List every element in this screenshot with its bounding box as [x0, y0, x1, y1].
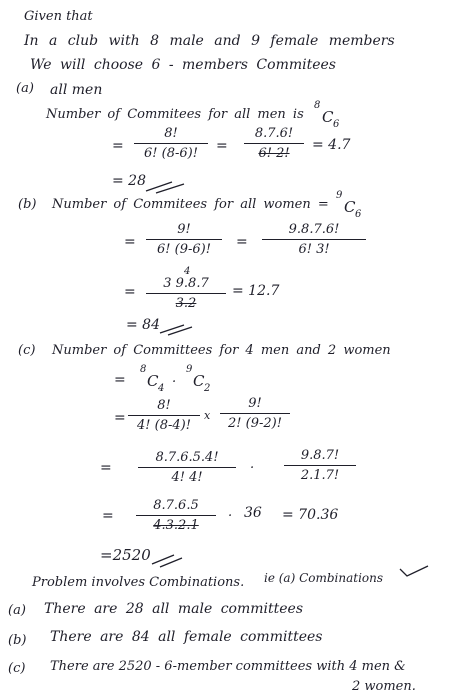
part-c-fraction-2b-numerator: 9.8.7!	[300, 448, 340, 463]
part-a-underline-mark	[142, 180, 192, 194]
part-c-dot-2: .	[250, 457, 255, 472]
part-b-eq-3: =	[124, 284, 136, 300]
part-b-fraction-1-numerator: 9!	[177, 222, 191, 237]
part-b-fraction-3-numerator: 3 9.8.7	[163, 276, 209, 291]
part-c-fraction-3-numerator: 8.7.6.5	[153, 498, 199, 513]
part-a-fraction-2-denominator: 6! 2!	[244, 143, 304, 161]
conclusion-a-text: There are 28 all male committees	[44, 601, 303, 617]
part-c-fraction-1a	[128, 398, 200, 433]
part-c-underline-mark	[150, 552, 190, 568]
intro-line-3: We will choose 6 - members Commitees	[30, 57, 336, 73]
part-c-eq-1: =	[114, 410, 126, 426]
part-b-fraction-2	[262, 222, 366, 257]
part-a-fraction-2-numerator: 8.7.6!	[254, 126, 294, 141]
intro-line-2: In a club with 8 male and 9 female members	[24, 33, 395, 49]
part-a-fraction-1-numerator: 8!	[164, 126, 178, 141]
part-b-nck-n: 9	[336, 190, 343, 201]
conclusion-b-text: There are 84 all female committees	[50, 629, 323, 645]
part-c-c2-c: C	[193, 372, 205, 390]
part-a-fraction-2	[244, 126, 304, 161]
part-c-fraction-1a-numerator: 8!	[157, 398, 171, 413]
part-c-dot: .	[172, 371, 177, 386]
part-c-fraction-2a-denominator: 4! 4!	[138, 467, 236, 485]
part-c-fraction-2a	[138, 450, 236, 485]
part-c-final: =2520	[100, 546, 151, 564]
conclusion-line-1: Problem involves Combinations.	[32, 575, 245, 590]
part-a-statement: Number of Commitees for all men is	[46, 107, 304, 122]
part-c-fraction-1a-denominator: 4! (8-4)!	[128, 415, 200, 433]
part-a-label: (a)	[16, 81, 34, 96]
part-c-result: = 70.36	[282, 507, 339, 523]
part-c-c2-k: 2	[204, 383, 211, 394]
conclusion-a-label: (a)	[8, 603, 26, 618]
part-a-fraction-1	[134, 126, 208, 161]
part-c-c1-n: 8	[140, 364, 147, 375]
part-c-statement: Number of Committees for 4 men and 2 women	[52, 343, 391, 358]
check-mark-icon	[398, 564, 432, 578]
part-a-final: = 28	[112, 173, 146, 189]
part-c-fraction-2b-denominator: 2.1.7!	[284, 465, 356, 483]
part-b-fraction-2-numerator: 9.8.7.6!	[288, 222, 340, 237]
part-c-label: (c)	[18, 343, 36, 358]
part-c-fraction-1b-numerator: 9!	[248, 396, 262, 411]
part-a-nck-n: 8	[314, 100, 321, 111]
part-c-c2-n: 9	[186, 364, 193, 375]
part-b-eq-1: =	[124, 234, 136, 250]
part-b-underline-mark	[158, 322, 198, 336]
part-b-nck-c: C	[344, 198, 356, 216]
part-c-fraction-3	[136, 498, 216, 533]
part-b-fraction-2-denominator: 6! 3!	[262, 239, 366, 257]
part-a-eq-2: =	[216, 138, 228, 154]
part-a-eq-1: =	[112, 138, 124, 154]
part-a-nck-k: 6	[333, 119, 340, 130]
conclusion-line-1b: ie (a) Combinations	[264, 571, 384, 585]
part-c-fraction-2b	[284, 448, 356, 483]
part-a-result-1: = 4.7	[312, 137, 351, 153]
part-c-times: x	[204, 409, 211, 422]
part-b-cancel-mark: 4	[184, 266, 191, 277]
part-c-eq-2: =	[100, 460, 112, 476]
part-c-eq-3: =	[102, 508, 114, 524]
part-b-fraction-1-denominator: 6! (9-6)!	[146, 239, 222, 257]
part-b-eq-2: =	[236, 234, 248, 250]
part-c-c1-k: 4	[158, 383, 165, 394]
part-a-nck-c: C	[322, 108, 334, 126]
conclusion-c-text: There are 2520 - 6-member committees with 4 men &	[50, 659, 406, 674]
part-b-fraction-3	[146, 276, 226, 311]
conclusion-b-label: (b)	[8, 633, 27, 648]
intro-line-1: Given that	[24, 9, 93, 24]
conclusion-c-label: (c)	[8, 661, 26, 676]
part-b-final: = 84	[126, 317, 160, 333]
part-a-fraction-1-denominator: 6! (8-6)!	[134, 143, 208, 161]
part-b-label: (b)	[18, 197, 37, 212]
part-b-nck-k: 6	[355, 209, 362, 220]
part-b-fraction-1	[146, 222, 222, 257]
part-b-statement: Number of Commitees for all women =	[52, 197, 329, 212]
part-c-eq-0: =	[114, 372, 126, 388]
part-c-multiplier: 36	[244, 505, 262, 521]
part-c-fraction-1b-denominator: 2! (9-2)!	[220, 413, 290, 431]
part-c-fraction-3-denominator: 4.3.2.1	[136, 515, 216, 533]
part-b-fraction-3-denominator: 3.2	[146, 293, 226, 311]
part-b-result: = 12.7	[232, 283, 280, 299]
part-c-c1-c: C	[147, 372, 159, 390]
conclusion-c-text-2: 2 women.	[352, 679, 416, 694]
part-c-fraction-1b	[220, 396, 290, 431]
part-c-fraction-2a-numerator: 8.7.6.5.4!	[155, 450, 219, 465]
part-c-dot-3: .	[228, 505, 233, 520]
part-a-title: all men	[50, 82, 103, 98]
